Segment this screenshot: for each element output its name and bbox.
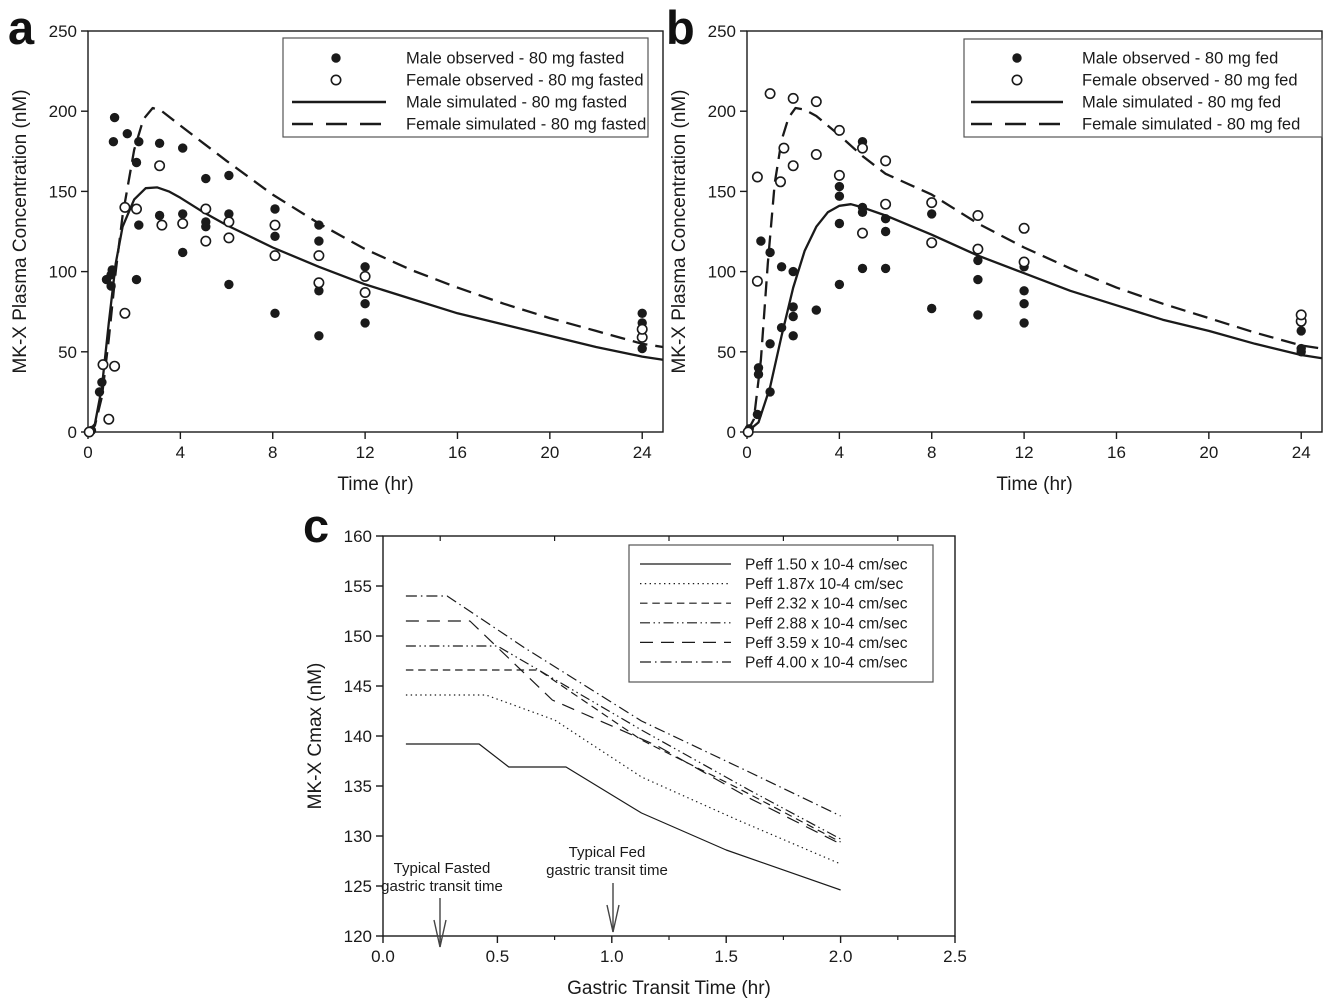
x-tick-label: 0 — [83, 443, 93, 462]
filled-circle — [638, 344, 647, 353]
filled-circle — [858, 264, 867, 273]
legend-label: Male simulated - 80 mg fed — [1082, 93, 1282, 112]
y-axis-title: MK-X Plasma Concentration (nM) — [669, 89, 690, 374]
filled-circle — [753, 410, 762, 419]
filled-circle — [314, 236, 323, 245]
filled-circle — [765, 387, 774, 396]
x-tick-label: 0.0 — [371, 947, 395, 966]
filled-circle — [754, 363, 763, 372]
filled-circle — [155, 139, 164, 148]
open-circle — [973, 211, 982, 220]
filled-circle — [835, 192, 844, 201]
filled-circle — [835, 182, 844, 191]
open-circle — [85, 427, 94, 436]
filled-circle — [835, 280, 844, 289]
panel-b-chart — [669, 22, 1322, 495]
y-tick-label: 0 — [67, 423, 77, 442]
x-tick-label: 8 — [268, 443, 278, 462]
legend-label: Peff 1.87x 10-4 cm/sec — [745, 576, 904, 594]
open-circle — [765, 89, 774, 98]
filled-circle — [789, 312, 798, 321]
filled-circle — [1297, 344, 1306, 353]
x-tick-label: 24 — [632, 443, 652, 462]
x-axis-title: Time (hr) — [996, 474, 1073, 495]
open-circle — [314, 251, 323, 260]
x-tick-label: 12 — [1014, 443, 1034, 462]
y-tick-label: 50 — [58, 342, 77, 362]
x-tick-label: 8 — [927, 443, 937, 462]
y-tick-label: 150 — [707, 182, 736, 202]
open-circle — [132, 204, 141, 213]
filled-circle — [927, 209, 936, 218]
annotation-text: Typical Fasted — [393, 860, 491, 877]
legend-label: Peff 2.88 x 10-4 cm/sec — [745, 615, 908, 633]
filled-circle — [201, 174, 210, 183]
sim-curve — [406, 670, 841, 842]
filled-circle — [314, 331, 323, 340]
y-tick-label: 250 — [707, 22, 736, 41]
open-circle — [1297, 310, 1306, 319]
open-circle — [178, 219, 187, 228]
filled-circle — [178, 209, 187, 218]
filled-circle — [110, 113, 119, 122]
open-circle — [201, 204, 210, 213]
y-tick-label: 155 — [343, 577, 372, 596]
sim-curve — [88, 108, 663, 432]
filled-circle — [756, 236, 765, 245]
open-circle — [1019, 257, 1028, 266]
y-axis-title: MK-X Plasma Concentration (nM) — [10, 89, 31, 374]
x-tick-label: 20 — [540, 443, 560, 462]
panel-a-chart — [10, 22, 663, 495]
legend-label: Male simulated - 80 mg fasted — [406, 93, 628, 112]
legend-label: Peff 1.50 x 10-4 cm/sec — [745, 556, 908, 574]
filled-circle — [314, 220, 323, 229]
open-circle — [104, 415, 113, 424]
filled-circle — [270, 309, 279, 318]
legend-open-circle — [1012, 75, 1021, 84]
filled-circle — [270, 204, 279, 213]
sim-curve — [88, 187, 663, 432]
filled-circle — [973, 256, 982, 265]
y-tick-label: 130 — [343, 827, 372, 846]
open-circle — [120, 309, 129, 318]
open-circle — [270, 220, 279, 229]
filled-circle — [201, 217, 210, 226]
legend-label: Female observed - 80 mg fasted — [406, 71, 644, 90]
filled-circle — [95, 387, 104, 396]
x-tick-label: 4 — [834, 443, 845, 462]
filled-circle — [155, 211, 164, 220]
filled-circle — [927, 304, 936, 313]
filled-circle — [881, 227, 890, 236]
x-axis-title: Gastric Transit Time (hr) — [567, 978, 771, 999]
x-tick-label: 1.5 — [714, 947, 739, 966]
filled-circle — [789, 302, 798, 311]
open-circle — [360, 288, 369, 297]
open-circle — [360, 272, 369, 281]
open-circle — [927, 198, 936, 207]
filled-circle — [1019, 286, 1028, 295]
filled-circle — [178, 248, 187, 257]
x-tick-label: 0 — [742, 443, 752, 462]
y-tick-label: 150 — [343, 627, 372, 646]
open-circle — [881, 156, 890, 165]
open-circle — [744, 427, 753, 436]
open-circle — [927, 238, 936, 247]
x-tick-label: 16 — [448, 443, 467, 462]
open-circle — [110, 362, 119, 371]
open-circle — [224, 233, 233, 242]
legend-label: Peff 3.59 x 10-4 cm/sec — [745, 634, 908, 652]
y-tick-label: 135 — [343, 777, 372, 796]
open-circle — [973, 244, 982, 253]
open-circle — [881, 200, 890, 209]
sim-curve — [747, 108, 1322, 432]
open-circle — [314, 278, 323, 287]
filled-circle — [134, 137, 143, 146]
filled-circle — [638, 309, 647, 318]
open-circle — [858, 228, 867, 237]
open-circle — [789, 161, 798, 170]
legend-label: Female simulated - 80 mg fed — [1082, 115, 1301, 134]
legend-label: Female simulated - 80 mg fasted — [406, 115, 647, 134]
open-circle — [835, 171, 844, 180]
filled-circle — [108, 265, 117, 274]
y-tick-label: 160 — [343, 527, 372, 546]
y-tick-label: 125 — [343, 877, 372, 896]
filled-circle — [132, 275, 141, 284]
panel-b-letter: b — [666, 1, 695, 54]
open-circle — [776, 177, 785, 186]
filled-circle — [97, 378, 106, 387]
y-tick-label: 50 — [717, 342, 736, 362]
filled-circle — [224, 280, 233, 289]
filled-circle — [765, 339, 774, 348]
filled-circle — [858, 203, 867, 212]
open-circle — [98, 360, 107, 369]
filled-circle — [1297, 326, 1306, 335]
legend-label: Male observed - 80 mg fasted — [406, 49, 625, 68]
open-circle — [835, 126, 844, 135]
filled-circle — [360, 262, 369, 271]
y-tick-label: 200 — [707, 102, 736, 122]
legend-open-circle — [331, 75, 340, 84]
x-tick-label: 12 — [355, 443, 375, 462]
legend-label: Peff 2.32 x 10-4 cm/sec — [745, 595, 908, 613]
y-tick-label: 120 — [343, 927, 372, 946]
y-tick-label: 100 — [707, 262, 736, 282]
open-circle — [155, 161, 164, 170]
x-tick-label: 24 — [1291, 443, 1311, 462]
x-axis-title: Time (hr) — [337, 474, 414, 495]
legend-filled-circle — [331, 53, 340, 62]
sim-curve — [406, 695, 841, 864]
filled-circle — [106, 281, 115, 290]
filled-circle — [765, 248, 774, 257]
open-circle — [120, 203, 129, 212]
filled-circle — [973, 310, 982, 319]
y-axis-title: MK-X Cmax (nM) — [305, 662, 326, 810]
open-circle — [858, 143, 867, 152]
filled-circle — [123, 129, 132, 138]
y-tick-label: 200 — [48, 102, 77, 122]
panel-a-letter: a — [8, 1, 35, 54]
open-circle — [812, 150, 821, 159]
filled-circle — [1019, 318, 1028, 327]
legend-label: Peff 4.00 x 10-4 cm/sec — [745, 654, 908, 672]
y-tick-label: 250 — [48, 22, 77, 41]
filled-circle — [881, 264, 890, 273]
x-tick-label: 2.5 — [943, 947, 967, 966]
y-tick-label: 0 — [726, 423, 736, 442]
legend-label: Male observed - 80 mg fed — [1082, 49, 1279, 68]
open-circle — [201, 236, 210, 245]
open-circle — [224, 217, 233, 226]
sim-curve — [747, 204, 1322, 432]
annotation-text: Typical Fed — [568, 844, 646, 861]
open-circle — [812, 97, 821, 106]
filled-circle — [1019, 299, 1028, 308]
y-tick-label: 100 — [48, 262, 77, 282]
open-circle — [789, 94, 798, 103]
legend-label: Female observed - 80 mg fed — [1082, 71, 1298, 90]
filled-circle — [178, 143, 187, 152]
x-tick-label: 0.5 — [485, 947, 510, 966]
x-tick-label: 4 — [175, 443, 186, 462]
filled-circle — [224, 171, 233, 180]
open-circle — [753, 172, 762, 181]
x-tick-label: 16 — [1107, 443, 1126, 462]
filled-circle — [789, 331, 798, 340]
filled-circle — [777, 262, 786, 271]
filled-circle — [789, 267, 798, 276]
open-circle — [270, 251, 279, 260]
filled-circle — [812, 305, 821, 314]
filled-circle — [270, 232, 279, 241]
filled-circle — [881, 214, 890, 223]
filled-circle — [134, 220, 143, 229]
open-circle — [638, 325, 647, 334]
x-tick-label: 2.0 — [828, 947, 853, 966]
x-tick-label: 1.0 — [599, 947, 624, 966]
filled-circle — [360, 299, 369, 308]
y-tick-label: 145 — [343, 677, 372, 696]
panel-c-letter: c — [303, 499, 330, 552]
open-circle — [753, 277, 762, 286]
y-tick-label: 150 — [48, 182, 77, 202]
filled-circle — [132, 158, 141, 167]
filled-circle — [835, 219, 844, 228]
x-tick-label: 20 — [1199, 443, 1219, 462]
annotation-text: gastric transit time — [381, 878, 503, 895]
open-circle — [1019, 224, 1028, 233]
filled-circle — [777, 323, 786, 332]
filled-circle — [109, 137, 118, 146]
panel-c-chart — [305, 527, 967, 999]
legend-filled-circle — [1012, 53, 1021, 62]
filled-circle — [973, 275, 982, 284]
filled-circle — [360, 318, 369, 327]
annotation-text: gastric transit time — [546, 862, 668, 879]
y-tick-label: 140 — [343, 727, 372, 746]
open-circle — [157, 220, 166, 229]
open-circle — [779, 143, 788, 152]
